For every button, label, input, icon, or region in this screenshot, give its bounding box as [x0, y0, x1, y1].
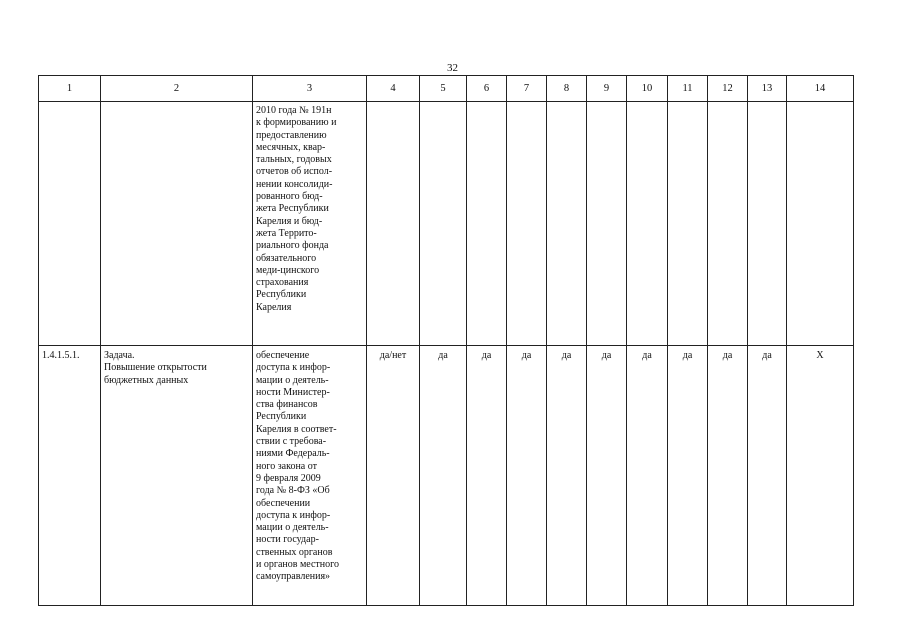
column-header: 14 — [787, 76, 854, 102]
value-cell: да — [420, 346, 467, 606]
value-cell — [748, 102, 787, 346]
column-header: 13 — [748, 76, 787, 102]
value-cell: да — [668, 346, 708, 606]
table-row — [39, 102, 854, 346]
value-cell: да — [708, 346, 748, 606]
measure-cell: обеспечение доступа к инфор- мации о деятель- ности Министер- ства финансов Республики Карелия в соответ- ствии с требова- ниями Федераль- ного закона от 9 февраля 2009 года № 8-ФЗ «Об обеспечении доступа к инфор- мации о деятель- ности государ- ственных органов и органов местного самоуправления» — [253, 346, 367, 606]
value-cell: да — [748, 346, 787, 606]
code-cell: 1.4.1.5.1. — [39, 346, 101, 606]
value-cell: да — [507, 346, 547, 606]
column-header: 12 — [708, 76, 748, 102]
column-header: 7 — [507, 76, 547, 102]
column-header: 5 — [420, 76, 467, 102]
last-cell: X — [787, 346, 854, 606]
header-row — [39, 76, 854, 102]
value-cell — [668, 102, 708, 346]
column-header: 8 — [547, 76, 587, 102]
column-header: 2 — [101, 76, 253, 102]
value-cell: да — [627, 346, 668, 606]
column-header: 10 — [627, 76, 668, 102]
page-number: 32 — [447, 62, 458, 74]
unit-cell — [367, 102, 420, 346]
data-table — [38, 75, 854, 606]
code-cell — [39, 102, 101, 346]
value-cell — [587, 102, 627, 346]
value-cell — [708, 102, 748, 346]
table-row — [39, 346, 854, 606]
value-cell: да — [587, 346, 627, 606]
column-header: 1 — [39, 76, 101, 102]
column-header: 11 — [668, 76, 708, 102]
value-cell — [467, 102, 507, 346]
measure-cell: 2010 года № 191н к формированию и предоставлению месячных, квар- тальных, годовых отчетов об испол- нении консолиди- рованного бюд- жета Республики Карелия и бюд- жета Террито- риального фонда обязательного меди-цинского страхования Республики Карелия — [253, 102, 367, 346]
value-cell: да — [467, 346, 507, 606]
column-header: 3 — [253, 76, 367, 102]
task-cell — [101, 102, 253, 346]
value-cell — [627, 102, 668, 346]
column-header: 4 — [367, 76, 420, 102]
value-cell — [547, 102, 587, 346]
value-cell: да — [547, 346, 587, 606]
column-header: 6 — [467, 76, 507, 102]
unit-cell: да/нет — [367, 346, 420, 606]
value-cell — [420, 102, 467, 346]
last-cell — [787, 102, 854, 346]
column-header: 9 — [587, 76, 627, 102]
task-cell: Задача. Повышение открытости бюджетных данных — [101, 346, 253, 606]
value-cell — [507, 102, 547, 346]
